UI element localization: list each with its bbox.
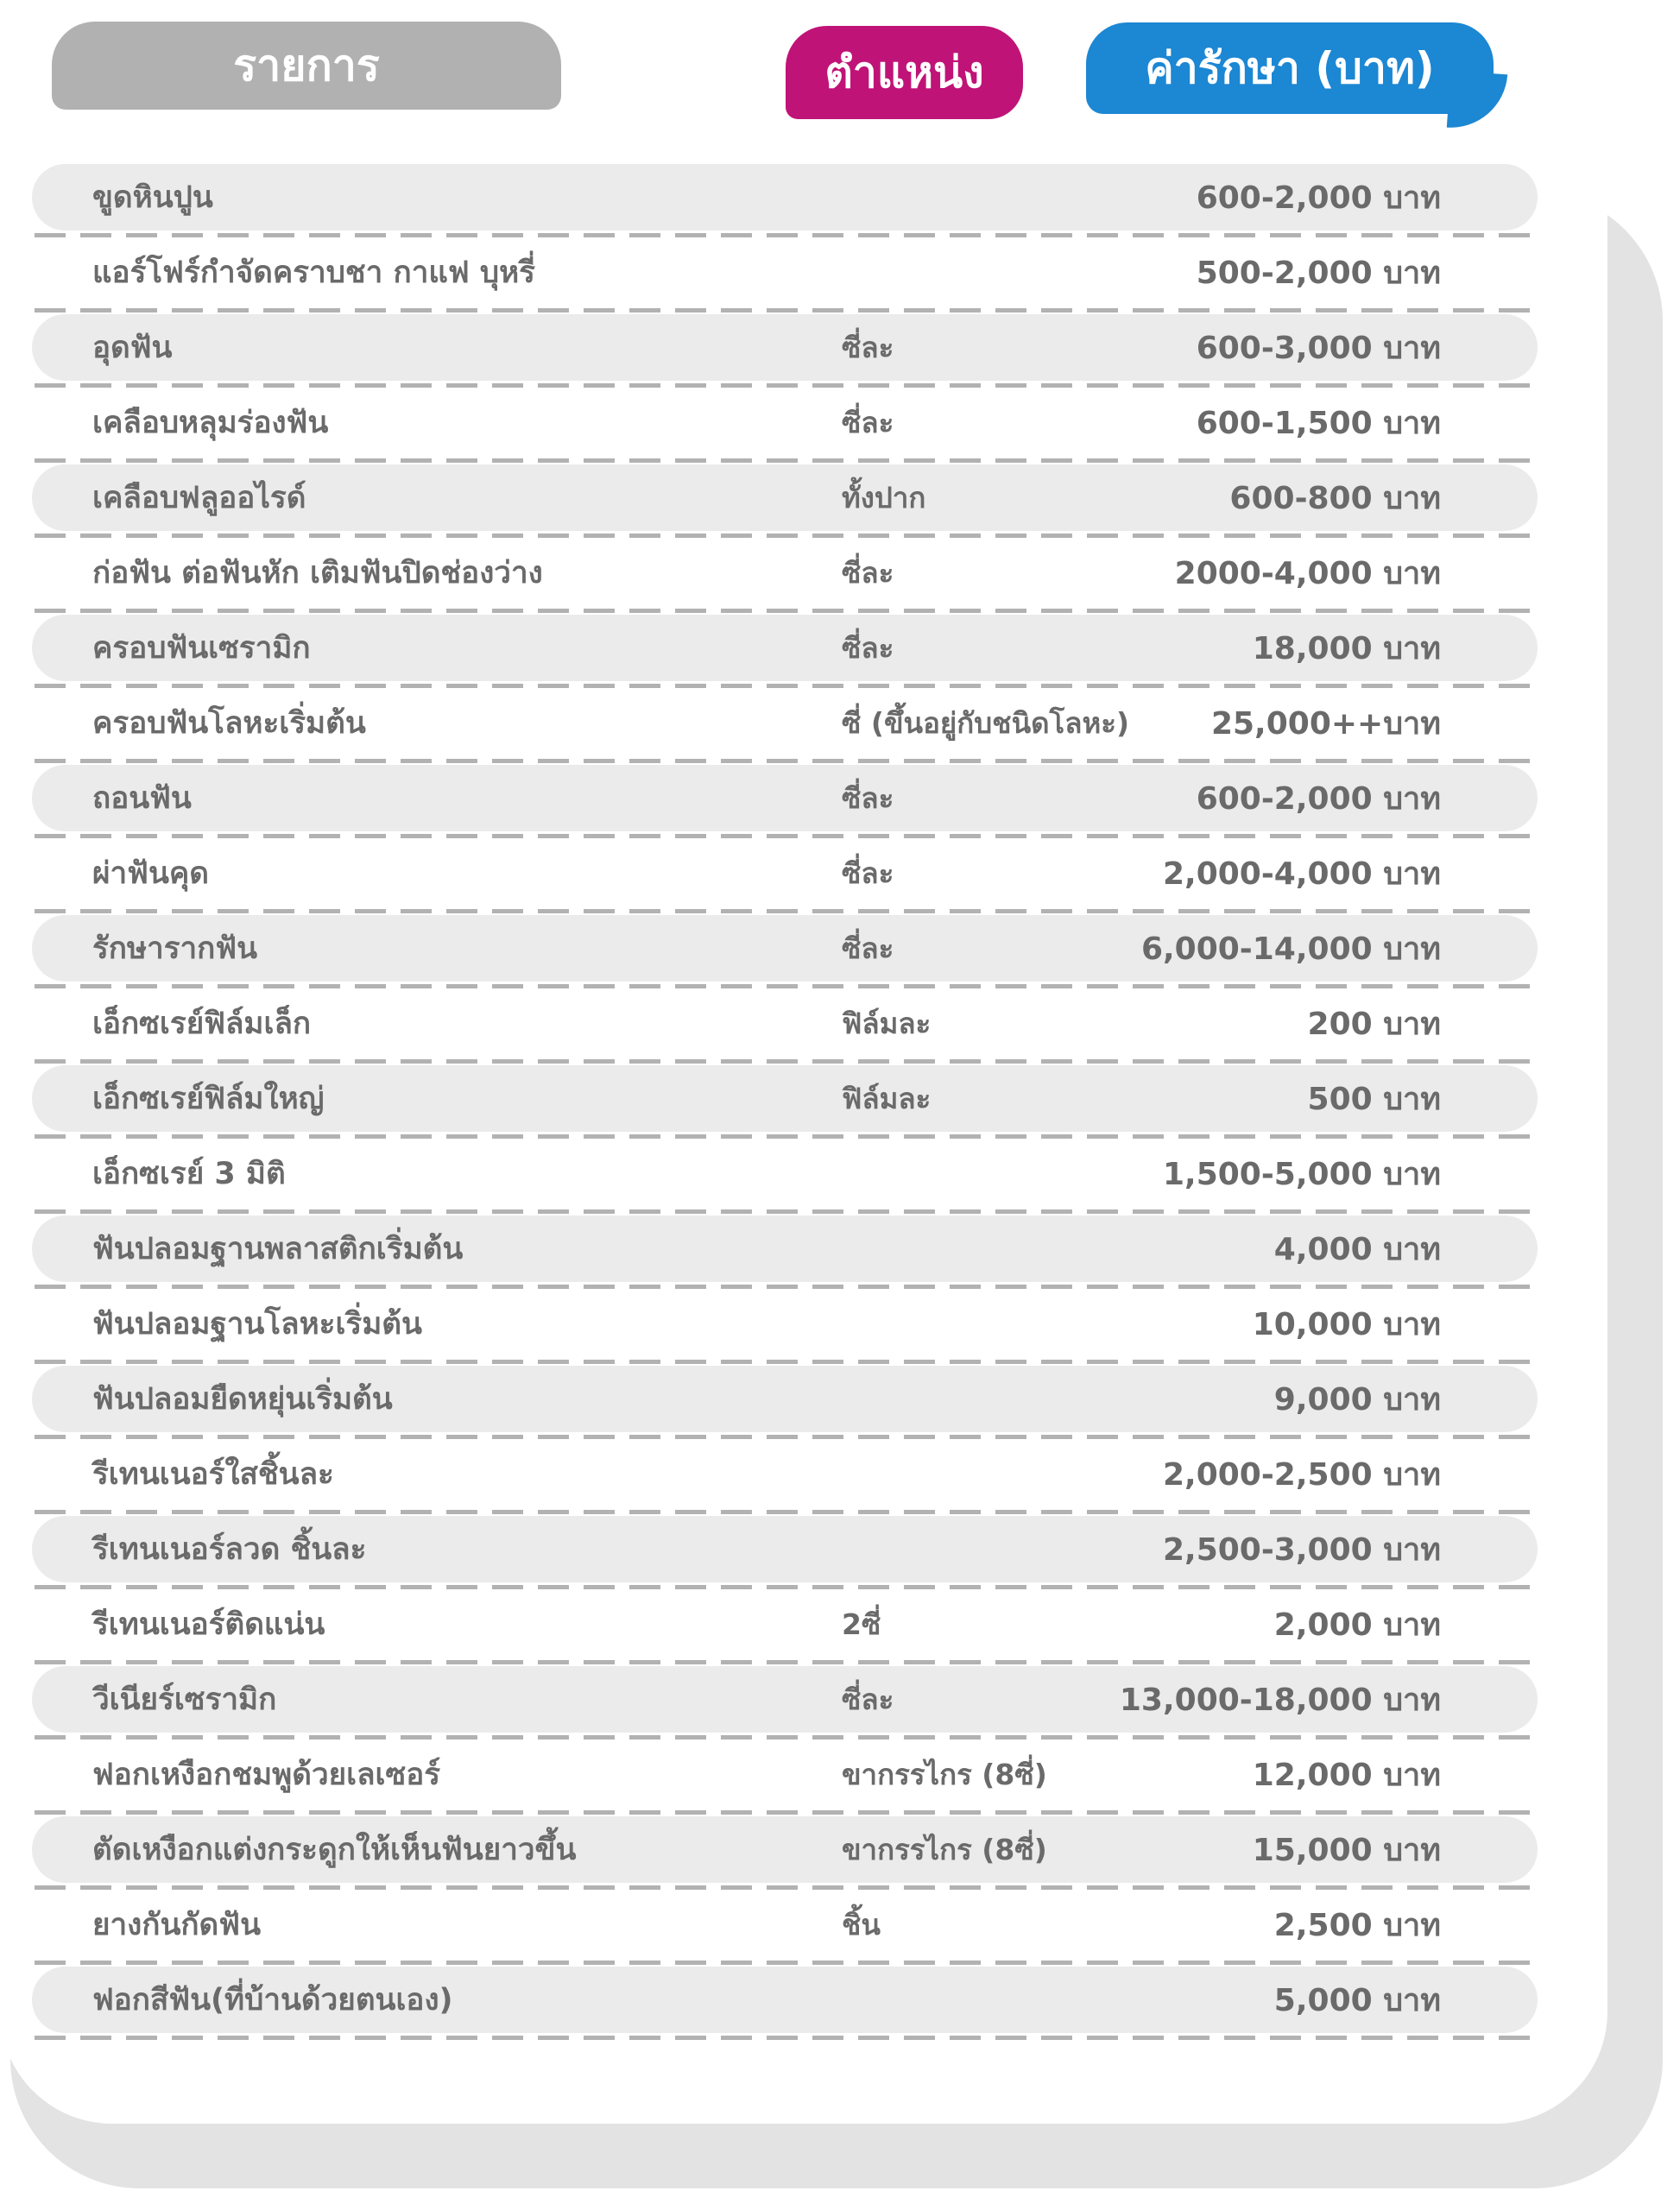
position-cell: ขากรรไกร (8ซี่) <box>842 1833 1047 1866</box>
item-name-cell: ยางกันกัดฟัน <box>92 1908 261 1942</box>
table-row <box>32 540 1538 606</box>
row-separator-dashed-line <box>35 383 1537 388</box>
item-name-cell: เคลือบฟลูออไรด์ <box>92 481 306 515</box>
row-separator-dashed-line <box>35 1660 1537 1664</box>
price-cell: 15,000 บาท <box>1252 1833 1441 1868</box>
position-cell: ซี่ (ขึ้นอยู่กับชนิดโลหะ) <box>842 706 1130 740</box>
price-cell: 500-2,000 บาท <box>1196 256 1441 291</box>
item-name-cell: วีเนียร์เซรามิก <box>92 1683 277 1717</box>
item-name-cell: เอ็กซเรย์ฟิล์มใหญ่ <box>92 1082 325 1116</box>
row-separator-dashed-line <box>35 308 1537 313</box>
price-cell: 13,000-18,000 บาท <box>1119 1683 1441 1718</box>
table-row <box>32 615 1538 681</box>
table-row <box>32 1516 1538 1582</box>
price-cell: 4,000 บาท <box>1273 1232 1441 1267</box>
price-cell: 2,000-4,000 บาท <box>1162 856 1441 892</box>
table-row <box>32 239 1538 306</box>
item-name-cell: เอ็กซเรย์ 3 มิติ <box>92 1157 286 1191</box>
row-separator-dashed-line <box>35 1285 1537 1289</box>
position-cell: ทั้งปาก <box>842 481 926 515</box>
position-cell: ซี่ละ <box>842 631 894 665</box>
table-row <box>32 1140 1538 1207</box>
position-cell: ซี่ละ <box>842 406 894 439</box>
price-cell: 2,000-2,500 บาท <box>1162 1457 1441 1493</box>
price-cell: 9,000 บาท <box>1273 1382 1441 1418</box>
item-name-cell: รักษารากฟัน <box>92 931 258 966</box>
price-cell: 2,500-3,000 บาท <box>1162 1532 1441 1568</box>
price-cell: 10,000 บาท <box>1252 1307 1441 1342</box>
column-header-price-label: ค่ารักษา (บาท) <box>1145 42 1435 93</box>
position-cell: ฟิล์มละ <box>842 1082 932 1115</box>
price-cell: 200 บาท <box>1307 1007 1441 1042</box>
table-row <box>32 464 1538 531</box>
row-separator-dashed-line <box>35 1885 1537 1890</box>
row-separator-dashed-line <box>35 1059 1537 1064</box>
price-cell: 6,000-14,000 บาท <box>1140 931 1441 967</box>
position-cell: ชิ้น <box>842 1908 881 1942</box>
row-separator-dashed-line <box>35 1134 1537 1139</box>
position-cell: ซี่ละ <box>842 1683 894 1716</box>
price-cell: 25,000++บาท <box>1210 706 1441 742</box>
table-row <box>32 915 1538 982</box>
item-name-cell: ฟันปลอมยืดหยุ่นเริ่มต้น <box>92 1382 393 1417</box>
item-name-cell: ตัดเหงือกแต่งกระดูกให้เห็นฟันยาวขึ้น <box>92 1833 577 1867</box>
row-separator-dashed-line <box>35 984 1537 988</box>
row-separator-dashed-line <box>35 834 1537 838</box>
item-name-cell: แอร์โฟร์กำจัดคราบชา กาแฟ บุหรี่ <box>92 256 535 290</box>
row-separator-dashed-line <box>35 1435 1537 1439</box>
item-name-cell: ผ่าฟันคุด <box>92 856 210 891</box>
item-name-cell: ครอบฟันเซรามิก <box>92 631 311 666</box>
table-row <box>32 1291 1538 1357</box>
position-cell: ซี่ละ <box>842 556 894 590</box>
item-name-cell: ครอบฟันโลหะเริ่มต้น <box>92 706 366 741</box>
row-separator-dashed-line <box>35 458 1537 463</box>
table-row <box>32 1891 1538 1958</box>
item-name-cell: รีเทนเนอร์ใสชิ้นละ <box>92 1457 334 1492</box>
table-row <box>32 840 1538 906</box>
table-row <box>32 314 1538 381</box>
position-cell: ซี่ละ <box>842 931 894 965</box>
row-separator-dashed-line <box>35 1810 1537 1815</box>
item-name-cell: อุดฟัน <box>92 331 173 365</box>
table-row <box>32 1591 1538 1658</box>
item-name-cell: รีเทนเนอร์ลวด ชิ้นละ <box>92 1532 367 1567</box>
position-cell: ขากรรไกร (8ซี่) <box>842 1758 1047 1791</box>
row-separator-dashed-line <box>35 233 1537 237</box>
price-cell: 12,000 บาท <box>1252 1758 1441 1793</box>
row-separator-dashed-line <box>35 1961 1537 1965</box>
position-cell: ซี่ละ <box>842 856 894 890</box>
item-name-cell: ขูดหินปูน <box>92 180 213 215</box>
table-row <box>32 1666 1538 1733</box>
item-name-cell: รีเทนเนอร์ติดแน่น <box>92 1607 325 1642</box>
item-name-cell: ฟอกสีฟัน(ที่บ้านด้วยตนเอง) <box>92 1983 453 2017</box>
row-separator-dashed-line <box>35 609 1537 613</box>
position-cell: 2ซี่ <box>842 1607 881 1641</box>
table-row <box>32 164 1538 230</box>
price-cell: 2000-4,000 บาท <box>1174 556 1441 591</box>
position-cell: ซี่ละ <box>842 331 894 364</box>
price-cell: 600-2,000 บาท <box>1196 180 1441 216</box>
item-name-cell: ฟันปลอมฐานพลาสติกเริ่มต้น <box>92 1232 464 1266</box>
price-cell: 500 บาท <box>1307 1082 1441 1117</box>
row-separator-dashed-line <box>35 534 1537 538</box>
price-cell: 600-3,000 บาท <box>1196 331 1441 366</box>
price-cell: 600-2,000 บาท <box>1196 781 1441 817</box>
price-cell: 600-800 บาท <box>1229 481 1441 516</box>
row-separator-dashed-line <box>35 1585 1537 1589</box>
table-row <box>32 1816 1538 1883</box>
price-cell: 2,500 บาท <box>1273 1908 1441 1943</box>
table-row <box>32 1065 1538 1132</box>
item-name-cell: ฟอกเหงือกชมพูด้วยเลเซอร์ <box>92 1758 441 1792</box>
item-name-cell: เคลือบหลุมร่องฟัน <box>92 406 329 440</box>
table-row <box>32 990 1538 1057</box>
row-separator-dashed-line <box>35 1209 1537 1214</box>
table-row <box>32 1216 1538 1282</box>
row-separator-dashed-line <box>35 1735 1537 1740</box>
row-separator-dashed-line <box>35 759 1537 763</box>
row-separator-dashed-line <box>35 2036 1537 2040</box>
table-row <box>32 1441 1538 1507</box>
table-row <box>32 389 1538 456</box>
item-name-cell: ก่อฟัน ต่อฟันหัก เติมฟันปิดช่องว่าง <box>92 556 543 590</box>
price-cell: 1,500-5,000 บาท <box>1162 1157 1441 1192</box>
column-header-item-label: รายการ <box>233 40 380 91</box>
table-row <box>32 690 1538 756</box>
price-cell: 2,000 บาท <box>1273 1607 1441 1643</box>
table-row <box>32 1366 1538 1432</box>
price-cell: 5,000 บาท <box>1273 1983 1441 2018</box>
price-cell: 18,000 บาท <box>1252 631 1441 666</box>
row-separator-dashed-line <box>35 684 1537 688</box>
row-separator-dashed-line <box>35 1510 1537 1514</box>
row-separator-dashed-line <box>35 1360 1537 1364</box>
price-cell: 600-1,500 บาท <box>1196 406 1441 441</box>
position-cell: ซี่ละ <box>842 781 894 815</box>
table-row <box>32 1741 1538 1808</box>
item-name-cell: ฟันปลอมฐานโลหะเริ่มต้น <box>92 1307 422 1342</box>
table-row <box>32 1967 1538 2033</box>
column-header-position-label: ตำแหน่ง <box>824 47 984 98</box>
row-separator-dashed-line <box>35 909 1537 913</box>
position-cell: ฟิล์มละ <box>842 1007 932 1040</box>
table-row <box>32 765 1538 831</box>
item-name-cell: เอ็กซเรย์ฟิล์มเล็ก <box>92 1007 312 1041</box>
item-name-cell: ถอนฟัน <box>92 781 192 816</box>
